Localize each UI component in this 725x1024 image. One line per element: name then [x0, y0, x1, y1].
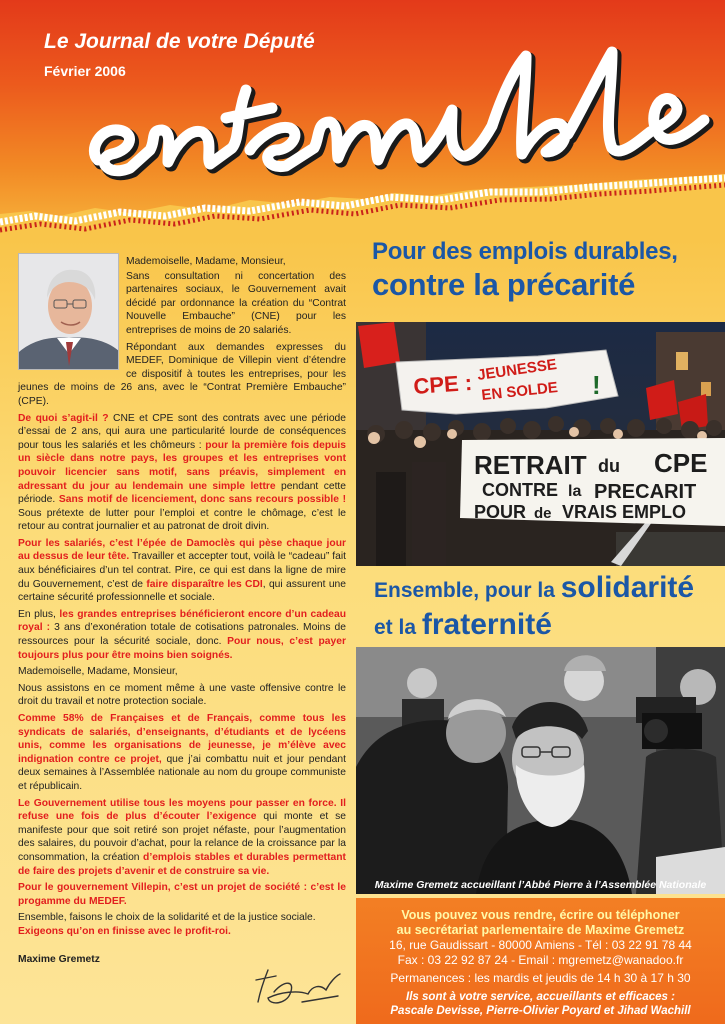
- signature-name: Maxime Gremetz: [18, 953, 100, 965]
- photo-caption: Maxime Gremetz accueillant l’Abbé Pierre à l’Assemblée Nationale: [374, 879, 707, 891]
- svg-text:PRECARIT: PRECARIT: [594, 481, 697, 503]
- svg-text:de: de: [534, 505, 552, 522]
- headline2-solidarity-word: solidarité: [560, 571, 695, 604]
- masthead: [0, 0, 725, 240]
- contact-team-line2: Pascale Devisse, Pierre-Olivier Poyard et Jihad Wachill: [390, 1005, 691, 1017]
- editorial-text: [18, 255, 346, 969]
- greeting-second: Mademoiselle, Madame, Monsieur,: [18, 666, 178, 678]
- paragraph-offensive: Nous assistons en ce moment même à une vaste offensive contre le droit du travail et notre protection sociale.: [18, 682, 346, 708]
- svg-text:CPE: CPE: [654, 448, 708, 478]
- svg-text:VRAIS EMPLO: VRAIS EMPLO: [562, 502, 687, 522]
- contact-hours: Permanences : les mardis et jeudis de 14 h 30 à 17 h 30: [390, 971, 691, 985]
- svg-text:CPE :: CPE :: [412, 369, 473, 399]
- demonstration-photo: [356, 322, 725, 566]
- headline2-fraternity-word: fraternité: [421, 608, 552, 641]
- greeting: Mademoiselle, Madame, Monsieur,: [126, 256, 286, 267]
- paragraph-government: Le Gouvernement utilise tous les moyens pour passer en force. Il refuse une fois de plus d’écouter l’exigence qui monte et se manifeste pour que soit retiré son projet néfaste, pour l’augmentation des salaires, du pouvoir d’achat, pour la relance de la croissance par la consommation, la création d’emplois stables et durables permettant de faire des projets d’avenir et de construire sa vie.: [18, 797, 347, 877]
- svg-text:!: !: [592, 370, 601, 400]
- svg-text:EN SOLDE: EN SOLDE: [480, 379, 559, 404]
- paragraph-cpe: Répondant aux demandes expresses du MEDEF, Dominique de Villepin vient d’étendre ce dispositif à toutes les entreprises, pour les jeunes de moins de 26 ans, avec le “Contrat Première Embauche” (CPE).: [18, 341, 346, 407]
- headline-line-2: contre la précarité: [372, 267, 636, 302]
- svg-text:du: du: [598, 456, 620, 476]
- headline2-prefix-2: et la: [374, 616, 422, 639]
- portrait-spacer: [18, 255, 126, 371]
- paragraph-solidarity: Ensemble, faisons le choix de la solidarité et de la justice sociale. Exigeons qu’on en finisse avec le profit-roi.: [18, 912, 316, 937]
- ensemble-logo: [0, 0, 725, 240]
- issue-date: Février 2006: [44, 63, 126, 79]
- headline-line-1: Pour des emplois durables,: [372, 238, 678, 265]
- contact-fax-email: Fax : 03 22 92 87 24 - Email : mgremetz@wanadoo.fr: [397, 953, 684, 967]
- meeting-scene: [356, 647, 725, 894]
- paragraph-companies: En plus, les grandes entreprises bénéficieront encore d’un cadeau royal : 3 ans d’exonération totale de cotisations patronales. Moins de ressources pour la sécurité sociale, donc. Pour nous, c’est payer toujours plus pour être moins bien soignés.: [18, 608, 346, 661]
- contact-heading-line2: au secrétariat parlementaire de Maxime Gremetz: [396, 923, 685, 937]
- abbe-pierre-photo: [356, 647, 725, 894]
- contact-box: [356, 898, 725, 1024]
- handwritten-signature: [250, 962, 345, 1012]
- paragraph-medef: Pour le gouvernement Villepin, c’est un projet de société : c’est le progamme du MEDEF.: [18, 882, 346, 907]
- svg-text:POUR: POUR: [474, 502, 527, 522]
- paragraph-what-is-it: De quoi s’agit-il ? CNE et CPE sont des contrats avec une période d’essai de 2 ans, qui aura une particularité lourde de conséquences pour tous les salariés et les chômeurs : pour la première fois depuis un siècle dans notre pays, les groupes et les entreprises vont pouvoir licencier sans motif, sans préavis, simplement en adressant du jour au lendemain une simple lettre pendant cette période. Sans motif de licenciement, donc sans recours possible ! Sous prétexte de lutter pour l’emploi et contre le chômage, c’est le retour au contrat journalier et au patronat de droit divin.: [18, 412, 347, 533]
- paragraph-cne: Sans consultation ni concertation des partenaires sociaux, le Gouvernement avait décidé par ordonnance la création du “Contrat Nouvelle Embauche” (CNE) pour les entreprises de moins de 20 salariés.: [126, 270, 346, 336]
- protest-scene: [356, 322, 725, 566]
- paragraph-indignation: Comme 58% de Françaises et de Français, comme tous les syndicats de salariés, d’enseignants, d’étudiants et de lycéens unis, comme les organisations de jeunesse, je m’élève avec indignation contre ce projet, que j’ai combattu nuit et jour pendant deux semaines à l’Assemblée nationale au nom du groupe communiste et républicain.: [18, 713, 346, 792]
- headline-solidarity: [374, 572, 714, 646]
- contact-team-line1: Ils sont à votre service, accueillants et efficaces :: [406, 991, 675, 1003]
- headline-employment: [372, 237, 712, 303]
- contact-address: 16, rue Gaudissart - 80000 Amiens - Tél : 03 22 91 78 44: [389, 938, 692, 952]
- contact-team: [356, 990, 725, 1018]
- svg-text:CONTRE: CONTRE: [482, 480, 558, 500]
- contact-heading: [356, 908, 725, 938]
- paragraph-employees: Pour les salariés, c’est l’épée de Damoclès qui pèse chaque jour au dessus de leur tête. Travailler et accepter tout, voilà le “cadeau” fait aux bénéficiaires d’un tel contrat. Pire, ce qui est dans la ligne de mire du Gouvernement, c’est de faire disparaître les CDI, qui assurent une certaine sécurité professionnelle et sociale.: [18, 537, 347, 604]
- svg-text:RETRAIT: RETRAIT: [474, 450, 587, 480]
- contact-heading-line1: Vous pouvez vous rendre, écrire ou téléphoner: [401, 908, 680, 922]
- headline2-prefix: Ensemble, pour la: [374, 579, 561, 602]
- svg-text:la: la: [568, 483, 582, 500]
- svg-text:JEUNESSE: JEUNESSE: [476, 355, 558, 384]
- journal-title: Le Journal de votre Député: [44, 30, 315, 53]
